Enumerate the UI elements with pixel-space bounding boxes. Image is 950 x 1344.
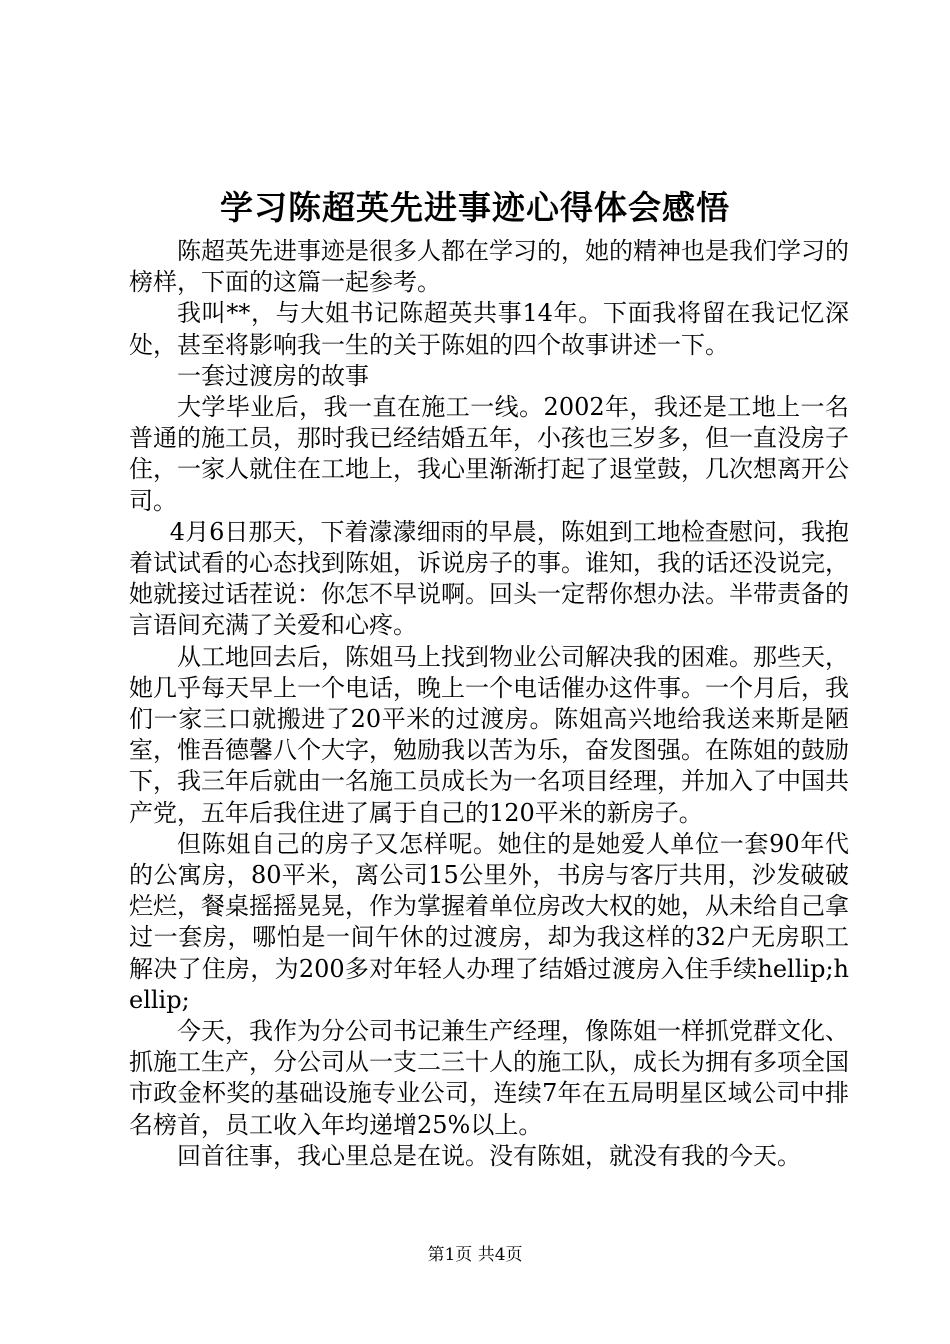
page-title: 学习陈超英先进事迹心得体会感悟: [220, 188, 730, 227]
paragraph-intro: 陈超英先进事迹是很多人都在学习的，她的精神也是我们学习的榜样，下面的这篇一起参考。: [129, 237, 849, 297]
paragraph-back-from-site: 从工地回去后，陈姐马上找到物业公司解决我的困难。那些天，她几乎每天早上一个电话，晚上一个电话催办这件事。一个月后，我们一家三口就搬进了20平米的过渡房。陈姐高兴地给我送来斯是陋室，惟吾德馨八个大字，勉励我以苦为乐，奋发图强。在陈姐的鼓励下，我三年后就由一名施工员成长为一名项目经理，并加入了中国共产党，五年后我住进了属于自己的120平米的新房子。: [129, 642, 849, 827]
paragraph-today: 今天，我作为分公司书记兼生产经理，像陈姐一样抓党群文化、抓施工生产，分公司从一支二三十人的施工队，成长为拥有多项全国市政金杯奖的基础设施专业公司，连续7年在五局明星区域公司中排名榜首，员工收入年均递增25%以上。: [129, 1017, 849, 1139]
paragraph-after-graduation: 大学毕业后，我一直在施工一线。2002年，我还是工地上一名普通的施工员，那时我已经结婚五年，小孩也三岁多，但一直没房子住，一家人就住在工地上，我心里渐渐打起了退堂鼓，几次想离开公司。: [129, 393, 849, 515]
paragraph-chen-house: 但陈姐自己的房子又怎样呢。她住的是她爱人单位一套90年代的公寓房，80平米，离公司15公里外，书房与客厅共用，沙发破破烂烂，餐桌摇摇晃晃，作为掌握着单位房改大权的她，从未给自己拿过一套房，哪怕是一间午休的过渡房，却为我这样的32户无房职工解决了住房，为200多对年轻人办理了结婚过渡房入住手续hellip;hellip;: [129, 829, 849, 1014]
article-body: [129, 236, 849, 1172]
section-heading-transition-house: 一套过渡房的故事: [177, 361, 369, 390]
page-number-footer: 第1页 共4页: [427, 1245, 523, 1265]
paragraph-april-sixth: 4月6日那天，下着濛濛细雨的早晨，陈姐到工地检查慰问，我抱着试试看的心态找到陈姐，诉说房子的事。谁知，我的话还没说完，她就接过话茬说：你怎不早说啊。回头一定帮你想办法。半带责备的言语间充满了关爱和心疼。: [129, 517, 849, 640]
paragraph-self-intro: 我叫**，与大姐书记陈超英共事14年。下面我将留在我记忆深处，甚至将影响我一生的关于陈姐的四个故事讲述一下。: [129, 299, 849, 359]
paragraph-looking-back: 回首往事，我心里总是在说。没有陈姐，就没有我的今天。: [177, 1141, 801, 1170]
